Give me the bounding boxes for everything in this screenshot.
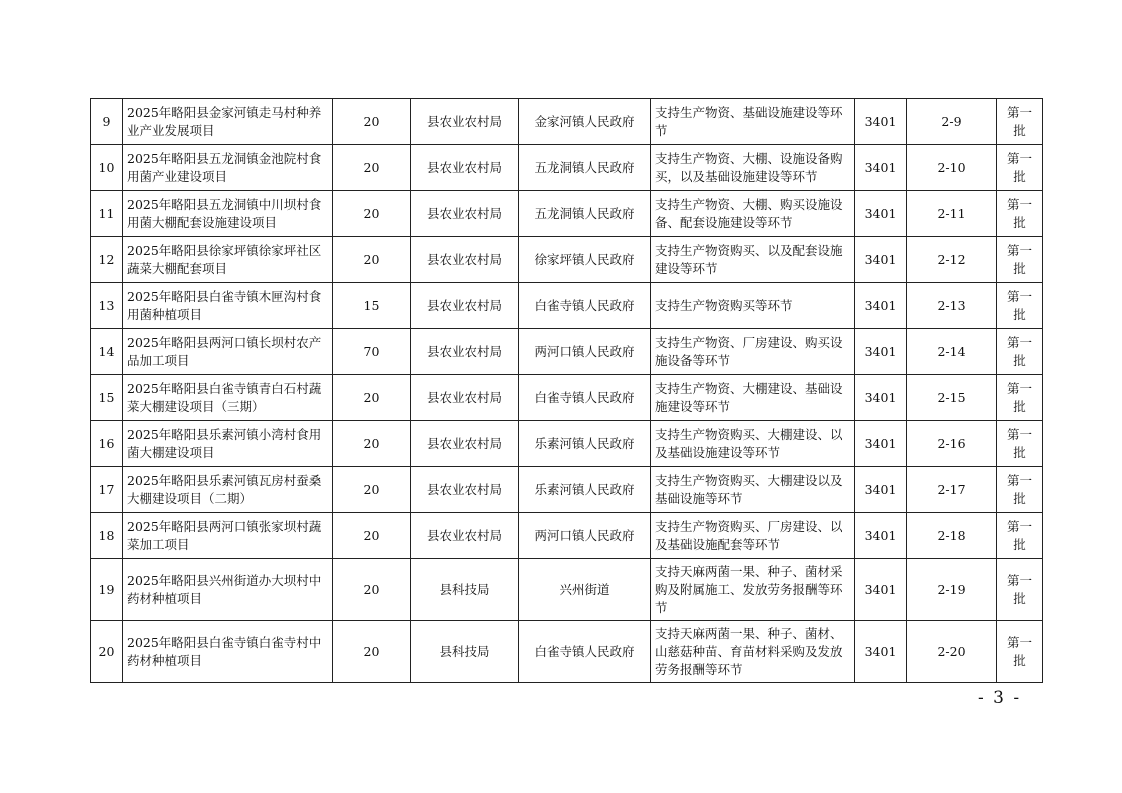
amount-cell: 20 <box>333 237 411 283</box>
project-name-cell: 2025年略阳县五龙洞镇中川坝村食用菌大棚配套设施建设项目 <box>123 191 333 237</box>
reference-cell: 2-11 <box>907 191 997 237</box>
batch-cell: 第一批 <box>997 237 1043 283</box>
table-row <box>91 621 1043 683</box>
content-cell: 支持生产物资、大棚建设、基础设施建设等环节 <box>651 375 855 421</box>
table-row <box>91 283 1043 329</box>
batch-cell: 第一批 <box>997 513 1043 559</box>
code-cell: 3401 <box>855 467 907 513</box>
table-body <box>91 99 1043 683</box>
content-cell: 支持生产物资购买、大棚建设、以及基础设施建设等环节 <box>651 421 855 467</box>
reference-cell: 2-10 <box>907 145 997 191</box>
department-cell: 县农业农村局 <box>411 513 519 559</box>
implementer-cell: 五龙洞镇人民政府 <box>519 145 651 191</box>
department-cell: 县农业农村局 <box>411 191 519 237</box>
department-cell: 县农业农村局 <box>411 283 519 329</box>
implementer-cell: 两河口镇人民政府 <box>519 329 651 375</box>
department-cell: 县科技局 <box>411 621 519 683</box>
project-name-cell: 2025年略阳县白雀寺镇白雀寺村中药材种植项目 <box>123 621 333 683</box>
reference-cell: 2-12 <box>907 237 997 283</box>
department-cell: 县科技局 <box>411 559 519 621</box>
amount-cell: 70 <box>333 329 411 375</box>
amount-cell: 20 <box>333 145 411 191</box>
table-row <box>91 237 1043 283</box>
content-cell: 支持生产物资、大棚、购买设施设备、配套设施建设等环节 <box>651 191 855 237</box>
batch-cell: 第一批 <box>997 283 1043 329</box>
implementer-cell: 五龙洞镇人民政府 <box>519 191 651 237</box>
reference-cell: 2-20 <box>907 621 997 683</box>
content-cell: 支持生产物资、大棚、设施设备购买，以及基础设施建设等环节 <box>651 145 855 191</box>
code-cell: 3401 <box>855 621 907 683</box>
content-cell: 支持生产物资购买、厂房建设、以及基础设施配套等环节 <box>651 513 855 559</box>
project-name-cell: 2025年略阳县两河口镇长坝村农产品加工项目 <box>123 329 333 375</box>
department-cell: 县农业农村局 <box>411 329 519 375</box>
amount-cell: 20 <box>333 99 411 145</box>
content-cell: 支持天麻两菌一果、种子、菌材、山慈菇种苗、育苗材料采购及发放劳务报酬等环节 <box>651 621 855 683</box>
batch-cell: 第一批 <box>997 421 1043 467</box>
project-name-cell: 2025年略阳县两河口镇张家坝村蔬菜加工项目 <box>123 513 333 559</box>
code-cell: 3401 <box>855 375 907 421</box>
page-number: - 3 - <box>978 688 1022 708</box>
table-row <box>91 191 1043 237</box>
amount-cell: 20 <box>333 467 411 513</box>
department-cell: 县农业农村局 <box>411 375 519 421</box>
code-cell: 3401 <box>855 145 907 191</box>
reference-cell: 2-17 <box>907 467 997 513</box>
content-cell: 支持生产物资购买、大棚建设以及基础设施等环节 <box>651 467 855 513</box>
amount-cell: 15 <box>333 283 411 329</box>
batch-cell: 第一批 <box>997 559 1043 621</box>
row-number-cell: 15 <box>91 375 123 421</box>
row-number-cell: 11 <box>91 191 123 237</box>
project-name-cell: 2025年略阳县白雀寺镇木匣沟村食用菌种植项目 <box>123 283 333 329</box>
project-table <box>90 98 1043 683</box>
implementer-cell: 白雀寺镇人民政府 <box>519 375 651 421</box>
batch-cell: 第一批 <box>997 99 1043 145</box>
row-number-cell: 14 <box>91 329 123 375</box>
department-cell: 县农业农村局 <box>411 237 519 283</box>
row-number-cell: 17 <box>91 467 123 513</box>
code-cell: 3401 <box>855 513 907 559</box>
amount-cell: 20 <box>333 513 411 559</box>
code-cell: 3401 <box>855 559 907 621</box>
implementer-cell: 两河口镇人民政府 <box>519 513 651 559</box>
implementer-cell: 金家河镇人民政府 <box>519 99 651 145</box>
reference-cell: 2-18 <box>907 513 997 559</box>
code-cell: 3401 <box>855 191 907 237</box>
batch-cell: 第一批 <box>997 145 1043 191</box>
department-cell: 县农业农村局 <box>411 145 519 191</box>
implementer-cell: 白雀寺镇人民政府 <box>519 283 651 329</box>
table-row <box>91 375 1043 421</box>
project-name-cell: 2025年略阳县乐素河镇小湾村食用菌大棚建设项目 <box>123 421 333 467</box>
reference-cell: 2-14 <box>907 329 997 375</box>
content-cell: 支持生产物资购买等环节 <box>651 283 855 329</box>
reference-cell: 2-9 <box>907 99 997 145</box>
amount-cell: 20 <box>333 375 411 421</box>
batch-cell: 第一批 <box>997 329 1043 375</box>
row-number-cell: 13 <box>91 283 123 329</box>
row-number-cell: 18 <box>91 513 123 559</box>
reference-cell: 2-13 <box>907 283 997 329</box>
batch-cell: 第一批 <box>997 621 1043 683</box>
reference-cell: 2-16 <box>907 421 997 467</box>
row-number-cell: 16 <box>91 421 123 467</box>
department-cell: 县农业农村局 <box>411 421 519 467</box>
row-number-cell: 20 <box>91 621 123 683</box>
table-row <box>91 467 1043 513</box>
row-number-cell: 9 <box>91 99 123 145</box>
content-cell: 支持天麻两菌一果、种子、菌材采购及附属施工、发放劳务报酬等环节 <box>651 559 855 621</box>
project-name-cell: 2025年略阳县乐素河镇瓦房村蚕桑大棚建设项目（二期） <box>123 467 333 513</box>
code-cell: 3401 <box>855 329 907 375</box>
project-name-cell: 2025年略阳县兴州街道办大坝村中药材种植项目 <box>123 559 333 621</box>
table-row <box>91 421 1043 467</box>
amount-cell: 20 <box>333 621 411 683</box>
table-row <box>91 99 1043 145</box>
amount-cell: 20 <box>333 191 411 237</box>
batch-cell: 第一批 <box>997 375 1043 421</box>
reference-cell: 2-19 <box>907 559 997 621</box>
code-cell: 3401 <box>855 99 907 145</box>
reference-cell: 2-15 <box>907 375 997 421</box>
row-number-cell: 12 <box>91 237 123 283</box>
content-cell: 支持生产物资、厂房建设、购买设施设备等环节 <box>651 329 855 375</box>
department-cell: 县农业农村局 <box>411 467 519 513</box>
table-row <box>91 329 1043 375</box>
project-name-cell: 2025年略阳县五龙洞镇金池院村食用菌产业建设项目 <box>123 145 333 191</box>
implementer-cell: 白雀寺镇人民政府 <box>519 621 651 683</box>
code-cell: 3401 <box>855 421 907 467</box>
row-number-cell: 19 <box>91 559 123 621</box>
project-name-cell: 2025年略阳县白雀寺镇青白石村蔬菜大棚建设项目（三期） <box>123 375 333 421</box>
content-cell: 支持生产物资购买、以及配套设施建设等环节 <box>651 237 855 283</box>
table-row <box>91 513 1043 559</box>
code-cell: 3401 <box>855 237 907 283</box>
amount-cell: 20 <box>333 559 411 621</box>
implementer-cell: 兴州街道 <box>519 559 651 621</box>
batch-cell: 第一批 <box>997 467 1043 513</box>
project-name-cell: 2025年略阳县徐家坪镇徐家坪社区蔬菜大棚配套项目 <box>123 237 333 283</box>
batch-cell: 第一批 <box>997 191 1043 237</box>
row-number-cell: 10 <box>91 145 123 191</box>
implementer-cell: 乐素河镇人民政府 <box>519 467 651 513</box>
table-row <box>91 145 1043 191</box>
project-name-cell: 2025年略阳县金家河镇走马村种养业产业发展项目 <box>123 99 333 145</box>
implementer-cell: 徐家坪镇人民政府 <box>519 237 651 283</box>
content-cell: 支持生产物资、基础设施建设等环节 <box>651 99 855 145</box>
implementer-cell: 乐素河镇人民政府 <box>519 421 651 467</box>
code-cell: 3401 <box>855 283 907 329</box>
amount-cell: 20 <box>333 421 411 467</box>
department-cell: 县农业农村局 <box>411 99 519 145</box>
table-row <box>91 559 1043 621</box>
